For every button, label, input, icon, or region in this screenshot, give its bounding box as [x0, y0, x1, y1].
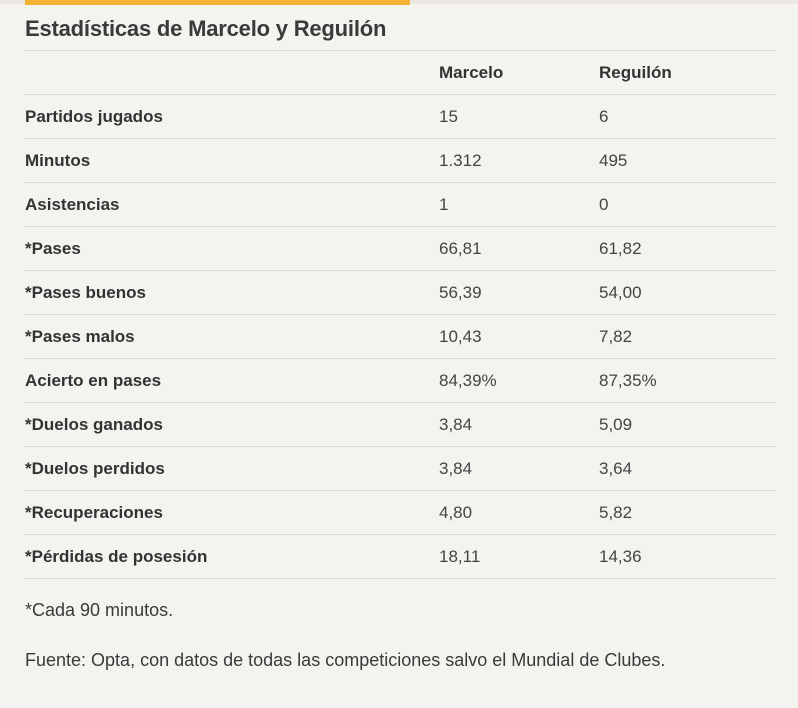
value-marcelo: 1 [439, 183, 599, 227]
table-row [25, 359, 776, 403]
row-label: Acierto en pases [25, 359, 439, 403]
value-marcelo: 18,11 [439, 535, 599, 579]
row-label: *Pérdidas de posesión [25, 535, 439, 579]
value-marcelo: 4,80 [439, 491, 599, 535]
value-reguilon: 14,36 [599, 535, 776, 579]
stats-table [25, 50, 776, 579]
value-reguilon: 495 [599, 139, 776, 183]
table-row [25, 95, 776, 139]
value-reguilon: 5,82 [599, 491, 776, 535]
header-reguilon: Reguilón [599, 51, 776, 95]
value-reguilon: 87,35% [599, 359, 776, 403]
row-label: *Duelos ganados [25, 403, 439, 447]
value-reguilon: 7,82 [599, 315, 776, 359]
table-row [25, 403, 776, 447]
header-marcelo: Marcelo [439, 51, 599, 95]
value-reguilon: 3,64 [599, 447, 776, 491]
value-marcelo: 56,39 [439, 271, 599, 315]
row-label: *Duelos perdidos [25, 447, 439, 491]
value-reguilon: 0 [599, 183, 776, 227]
row-label: Minutos [25, 139, 439, 183]
value-reguilon: 6 [599, 95, 776, 139]
source-note: Fuente: Opta, con datos de todas las competiciones salvo el Mundial de Clubes. [25, 650, 666, 670]
value-marcelo: 3,84 [439, 447, 599, 491]
value-marcelo: 15 [439, 95, 599, 139]
table-row [25, 315, 776, 359]
table-row [25, 227, 776, 271]
value-marcelo: 3,84 [439, 403, 599, 447]
header-blank [25, 51, 439, 95]
value-marcelo: 1.312 [439, 139, 599, 183]
value-marcelo: 84,39% [439, 359, 599, 403]
value-reguilon: 61,82 [599, 227, 776, 271]
row-label: *Pases [25, 227, 439, 271]
table-row [25, 491, 776, 535]
row-label: *Recuperaciones [25, 491, 439, 535]
row-label: Asistencias [25, 183, 439, 227]
accent-bar [25, 0, 410, 5]
table-row [25, 139, 776, 183]
row-label: *Pases buenos [25, 271, 439, 315]
table-row [25, 271, 776, 315]
header-row [25, 51, 776, 95]
value-reguilon: 54,00 [599, 271, 776, 315]
table-row [25, 535, 776, 579]
table-row [25, 183, 776, 227]
table-title: Estadísticas de Marcelo y Reguilón [25, 16, 387, 41]
per90-note: *Cada 90 minutos. [25, 600, 174, 620]
value-marcelo: 66,81 [439, 227, 599, 271]
value-reguilon: 5,09 [599, 403, 776, 447]
row-label: *Pases malos [25, 315, 439, 359]
footnotes [25, 597, 776, 673]
row-label: Partidos jugados [25, 95, 439, 139]
stats-card [25, 12, 776, 697]
table-row [25, 447, 776, 491]
value-marcelo: 10,43 [439, 315, 599, 359]
